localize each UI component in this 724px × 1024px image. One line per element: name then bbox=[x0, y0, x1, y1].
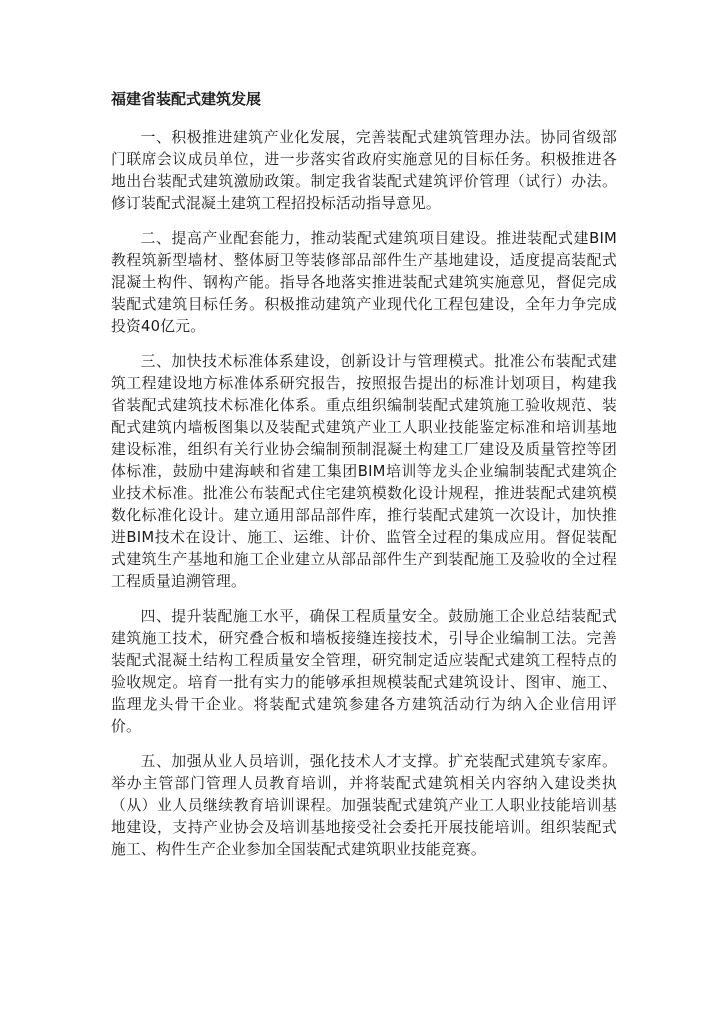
paragraph-1: 一、积极推进建筑产业化发展，完善装配式建筑管理办法。协同省级部门联席会议成员单位，进一步落实省政府实施意见的目标任务。积极推进各地出台装配式建筑激励政策。制定我省装配式建筑评价管理（试行）办法。修订装配式混凝土建筑工程招投标活动指导意见。 bbox=[111, 129, 617, 212]
document-page bbox=[111, 86, 617, 874]
paragraph-4: 四、提升装配施工水平，确保工程质量安全。鼓励施工企业总结装配式建筑施工技术，研究叠合板和墙板接缝连接技术，引导企业编制工法。完善装配式混凝土结构工程质量安全管理，研究制定适应装配式建筑工程特点的验收规定。培育一批有实力的能够承担规模装配式建筑设计、图审、施工、监理龙头骨干企业。将装配式建筑参建各方建筑活动行为纳入企业信用评价。 bbox=[111, 608, 617, 735]
document-title: 福建省装配式建筑发展 bbox=[111, 90, 262, 108]
paragraph-2: 二、提高产业配套能力，推动装配式建筑项目建设。推进装配式建BIM教程筑新型墙材、整体厨卫等装修部品部件生产基地建设，适度提高装配式混凝土构件、钢构产能。指导各地落实推进装配式建筑实施意见，督促完成装配式建筑目标任务。积极推动建筑产业现代化工程包建设，全年力争完成投资40亿元。 bbox=[111, 230, 617, 335]
paragraph-5: 五、加强从业人员培训，强化技术人才支撑。扩充装配式建筑专家库。举办主管部门管理人员教育培训，并将装配式建筑相关内容纳入建设类执（从）业人员继续教育培训课程。加强装配式建筑产业工人职业技能培训基地建设，支持产业协会及培训基地接受社会委托开展技能培训。组织装配式施工、构件生产企业参加全国装配式建筑职业技能竞赛。 bbox=[111, 753, 617, 858]
paragraph-3: 三、加快技术标准体系建设，创新设计与管理模式。批准公布装配式建筑工程建设地方标准体系研究报告，按照报告提出的标准计划项目，构建我省装配式建筑技术标准化体系。重点组织编制装配式建筑施工验收规范、装配式建筑内墙板图集以及装配式建筑产业工人职业技能鉴定标准和培训基地建设标准，组织有关行业协会编制预制混凝土构建工厂建设及质量管控等团体标准，鼓励中建海峡和省建工集团BIM培训等龙头企业编制装配式建筑企业技术标准。批准公布装配式住宅建筑模数化设计规程，推进装配式建筑模数化标准化设计。建立通用部品部件库，推行装配式建筑一次设计，加快推进BIM技术在设计、施工、运维、计价、监管全过程的集成应用。督促装配式建筑生产基地和施工企业建立从部品部件生产到装配施工及验收的全过程工程质量追溯管理。 bbox=[111, 353, 617, 590]
